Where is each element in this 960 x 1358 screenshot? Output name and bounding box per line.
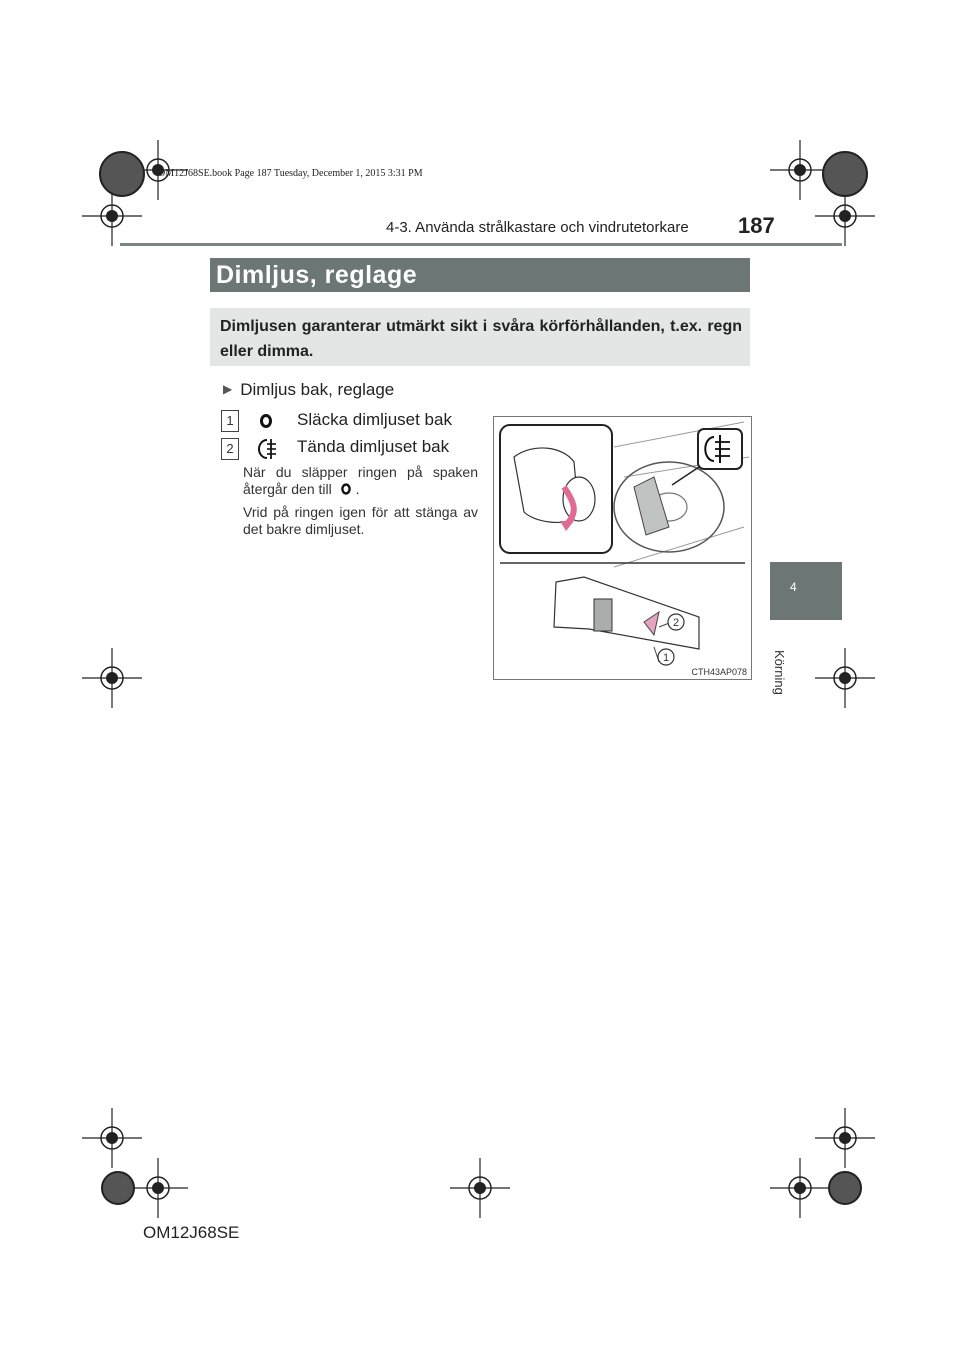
registration-mark-mid-left xyxy=(82,648,142,708)
fog-light-switch-illustration xyxy=(493,416,752,680)
light-off-icon xyxy=(256,411,276,436)
starburst-mark-top-left xyxy=(92,144,152,204)
chapter-number: 4 xyxy=(790,580,797,594)
note-turn-ring: Vrid på ringen igen för att stänga av det bakre dimljuset. xyxy=(243,504,478,537)
light-off-icon-inline xyxy=(338,481,354,501)
starburst-mark-bottom-left xyxy=(88,1158,148,1218)
step-number-2: 2 xyxy=(221,438,239,460)
registration-mark-mid-right xyxy=(815,648,875,708)
note-release-ring xyxy=(243,464,478,501)
book-file-header: OM12J68SE.book Page 187 Tuesday, December 1, 2015 3:31 PM xyxy=(158,168,423,179)
header-rule xyxy=(120,243,842,246)
figure-callout-2: 2 xyxy=(672,617,680,629)
section-title-bar xyxy=(210,258,750,292)
subheading-text: Dimljus bak, reglage xyxy=(240,380,395,399)
starburst-mark-top-right xyxy=(815,144,875,204)
note-release-end: . xyxy=(355,481,360,497)
figure-callout-1: 1 xyxy=(662,652,670,664)
chapter-tab xyxy=(770,562,842,620)
footer-code: OM12J68SE xyxy=(143,1223,240,1242)
rear-fog-light-icon xyxy=(254,437,280,466)
triangle-bullet-icon: ▶ xyxy=(223,382,233,396)
page-number: 187 xyxy=(738,213,775,238)
running-head: 4-3. Använda strålkastare och vindrutetorkare xyxy=(386,219,689,236)
starburst-mark-bottom-right xyxy=(815,1158,875,1218)
figure-code: CTH43AP078 xyxy=(691,667,747,677)
chapter-label: Körning xyxy=(772,650,787,695)
note-release-text: När du släpper ringen på spaken återgår den till xyxy=(243,464,478,497)
step-label-2: Tända dimljuset bak xyxy=(297,437,450,456)
intro-text: Dimljusen garanterar utmärkt sikt i svåra körförhållanden, t.ex. regn eller dimma. xyxy=(220,318,742,360)
subheading xyxy=(223,380,394,400)
step-label-1: Släcka dimljuset bak xyxy=(297,410,452,429)
step-number-1: 1 xyxy=(221,410,239,432)
intro-box xyxy=(210,308,750,366)
section-title: Dimljus, reglage xyxy=(216,261,418,289)
illustration-drawing xyxy=(494,417,751,679)
registration-mark-bottom-center xyxy=(450,1158,510,1218)
